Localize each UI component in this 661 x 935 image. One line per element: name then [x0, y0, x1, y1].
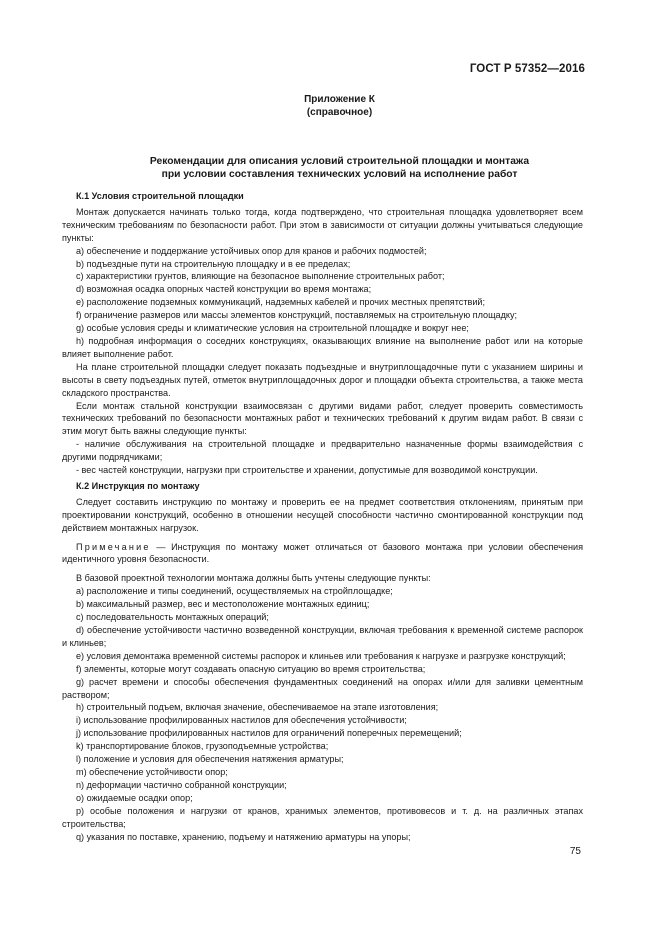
list-item: f) элементы, которые могут создавать опасную ситуацию во время строительства; [76, 663, 426, 674]
list-item: h) подробная информация о соседних конструкциях, оказывающих влияние на выполнение работ или на которые влияет выполнение работ. [62, 335, 583, 359]
list-item: h) строительный подъем, включая значение, обеспечиваемое на этапе изготовления; [76, 702, 439, 713]
note-text: — Инструкция по монтажу может отличаться от базового монтажа при условии обеспечения идентичного уровня безопасности. [62, 541, 583, 565]
list-item: j) использование профилированных настилов для ограничений поперечных перемещений; [76, 728, 462, 739]
page-number: 75 [569, 846, 581, 857]
document-body [62, 190, 583, 843]
note-label: Примечание [76, 541, 151, 552]
section-k2-intro: Следует составить инструкцию по монтажу и проверить ее на предмет соответствия отклонениям, принятым при проектировании конструкций, особенно в отношении несущей способности частично смонтированной конструкции под действием монтажных нагрузок. [62, 496, 583, 533]
list-item: q) указания по поставке, хранению, подъему и натяжению арматуры на упоры; [76, 831, 411, 842]
dash-list-item: - вес частей конструкции, нагрузки при строительстве и хранении, допустимые для возводимой конструкции. [76, 465, 538, 476]
paragraph-site-plan: На плане строительной площадки следует показать подъездные и внутриплощадочные пути с указанием ширины и высоты в свету подъездных путей, отметок внутриплощадочных дорог и площадки объекта строительства, а также места складского пространства. [62, 361, 583, 398]
list-item: k) транспортирование блоков, грузоподъемные устройства; [76, 741, 329, 752]
document-title [0, 155, 661, 181]
standard-code: ГОСТ Р 57352—2016 [469, 63, 585, 75]
list-item: p) особые положения и нагрузки от кранов, хранимых элементов, противовесов и т. д. на различных этапах строительства; [62, 805, 583, 829]
list-item: c) последовательность монтажных операций; [76, 612, 269, 623]
list-item: n) деформации частично собранной конструкции; [76, 779, 287, 790]
list-item: l) положение и условия для обеспечения натяжения арматуры; [76, 754, 344, 765]
appendix-title: Приложение К [304, 94, 375, 105]
list-item: b) подъездные пути на строительную площадку и в ее пределах; [76, 258, 351, 269]
list-item: i) использование профилированных настилов для обеспечения устойчивости; [76, 715, 407, 726]
paragraph-related-works: Если монтаж стальной конструкции взаимосвязан с другими видами работ, следует проверить совместимость технических требований по безопасности монтажных работ и технических требований к другим видам работ. В связи с этим могут быть важны следующие пункты: [62, 400, 583, 437]
list-item: g) особые условия среды и климатические условия на строительной площадке и вокруг нее; [76, 323, 469, 334]
document-title-line-2: при условии составления технических условий на исполнение работ [161, 169, 518, 180]
list-item: a) расположение и типы соединений, осуществляемых на стройплощадке; [76, 586, 393, 597]
dash-list-item: - наличие обслуживания на строительной площадке и предварительно назначенные формы взаимодействия с другими подрядчиками; [62, 439, 583, 463]
list-item: e) расположение подземных коммуникаций, надземных кабелей и прочих местных препятствий; [76, 297, 486, 308]
appendix-kind: (справочное) [306, 107, 373, 118]
appendix-header [0, 93, 661, 119]
note [62, 541, 583, 567]
document-title-line-1: Рекомендации для описания условий строительной площадки и монтажа [149, 156, 530, 167]
list-item: g) расчет времени и способы обеспечения фундаментных соединений на опорах и/или для заливки цементным раствором; [62, 676, 583, 700]
paragraph-base-technology: В базовой проектной технологии монтажа должны быть учтены следующие пункты: [76, 573, 431, 584]
list-item: m) обеспечение устойчивости опор; [76, 766, 228, 777]
list-item: d) возможная осадка опорных частей конструкции во время монтажа; [76, 284, 372, 295]
section-heading-k1: К.1 Условия строительной площадки [76, 191, 244, 201]
list-item: b) максимальный размер, вес и местоположение монтажных единиц; [76, 599, 370, 610]
list-item: f) ограничение размеров или массы элементов конструкций, поставляемых на строительную площадку; [76, 310, 518, 321]
list-item: a) обеспечение и поддержание устойчивых опор для кранов и рабочих подмостей; [76, 245, 427, 256]
list-item: o) ожидаемые осадки опор; [76, 792, 193, 803]
section-heading-k2: К.2 Инструкция по монтажу [76, 480, 200, 491]
section-k1-intro: Монтаж допускается начинать только тогда, когда подтверждено, что строительная площадка удовлетворяет всем техническим требованиям по безопасности работ. При этом в зависимости от ситуации должны учитываться следующие пункты: [62, 206, 583, 243]
list-item: e) условия демонтажа временной системы распорок и клиньев или требования к нагрузке и разгрузке конструкций; [76, 650, 566, 661]
list-item: c) характеристики грунтов, влияющие на безопасное выполнение строительных работ; [76, 271, 445, 282]
list-item: d) обеспечение устойчивости частично возведенной конструкции, включая требования к временной системе распорок и клиньев; [62, 625, 583, 648]
